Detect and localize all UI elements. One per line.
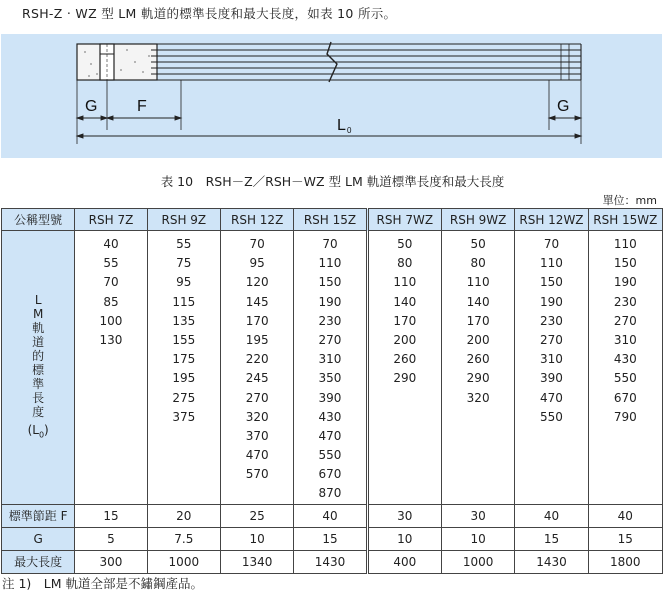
table-cell: 10	[367, 527, 441, 550]
length-value: 75	[176, 256, 192, 271]
table-cell: 1000	[147, 550, 220, 573]
length-value: 120	[245, 275, 269, 290]
length-column	[441, 231, 514, 505]
length-value: 55	[103, 256, 119, 271]
length-value: 170	[466, 313, 490, 328]
length-value: 270	[613, 313, 637, 328]
length-value: 145	[245, 294, 269, 309]
length-value: 70	[249, 237, 265, 251]
table-cell: 1800	[588, 550, 662, 573]
length-value: 80	[470, 256, 486, 271]
length-value: 170	[393, 313, 417, 328]
header-row	[2, 209, 663, 231]
length-value: 190	[613, 275, 637, 290]
length-value: 550	[613, 371, 637, 386]
model-header: RSH 12Z	[220, 209, 293, 231]
length-value: 115	[172, 294, 196, 309]
length-value: 430	[613, 352, 637, 367]
length-value: 110	[613, 237, 637, 251]
table-cell: 1340	[220, 550, 293, 573]
length-value: 95	[249, 256, 265, 271]
length-value: 70	[103, 275, 119, 290]
length-value: 150	[613, 256, 637, 271]
length-column	[294, 231, 367, 505]
length-value: 55	[176, 237, 192, 251]
length-value: 175	[172, 352, 196, 367]
length-value: 230	[540, 313, 563, 328]
length-value: 790	[613, 409, 637, 424]
length-value: 80	[397, 256, 413, 271]
unit-label: 單位：mm	[602, 194, 657, 207]
rail-long-lines	[151, 44, 581, 80]
length-value: 70	[543, 237, 560, 251]
intro-text: RSH-Z ‧ WZ 型 LM 軌道的標準長度和最大長度，如表 10 所示。	[22, 6, 397, 21]
row-label: G	[2, 527, 75, 550]
header-model-label: 公稱型號	[2, 209, 75, 231]
table-cell: 30	[441, 504, 514, 527]
length-value: 570	[245, 467, 269, 482]
table-cell: 30	[367, 504, 441, 527]
length-value: 670	[613, 390, 637, 405]
rail-drawing	[1, 34, 662, 158]
length-value: 110	[540, 256, 563, 271]
table-cell: 20	[147, 504, 220, 527]
table-cell: 15	[294, 527, 367, 550]
length-value: 470	[318, 428, 342, 443]
table-caption: 表 10 RSH－Z／RSH－WZ 型 LM 軌道標準長度和最大長度	[160, 174, 505, 189]
length-value: 260	[393, 352, 417, 367]
table-cell: 300	[75, 550, 147, 573]
model-header: RSH 7Z	[75, 209, 147, 231]
model-header: RSH 9Z	[147, 209, 220, 231]
length-value: 260	[466, 352, 490, 367]
length-value: 150	[318, 275, 342, 290]
table-cell: 15	[515, 527, 588, 550]
length-value: 290	[466, 371, 490, 386]
length-value: 200	[393, 332, 417, 347]
length-value: 85	[103, 294, 119, 309]
length-value: 200	[466, 332, 490, 347]
row-label: 最大長度	[2, 550, 75, 573]
rail-left-section	[77, 44, 157, 80]
length-value: 870	[318, 486, 342, 501]
length-value: 140	[466, 294, 490, 309]
length-value: 390	[540, 371, 563, 386]
model-header: RSH 9WZ	[441, 209, 514, 231]
model-header: RSH 15WZ	[588, 209, 662, 231]
table-cell: 40	[515, 504, 588, 527]
length-column	[367, 231, 441, 505]
model-header: RSH 7WZ	[367, 209, 441, 231]
length-value: 155	[172, 332, 196, 347]
lengths-label: L M 軌 道 的 標 準 長 度 $(L_0)$	[2, 231, 75, 505]
max-length-row	[2, 550, 663, 573]
g-row	[2, 527, 663, 550]
length-value: 550	[318, 448, 342, 463]
table-cell: 15	[75, 504, 147, 527]
length-value: 310	[318, 352, 342, 367]
length-value: 290	[393, 371, 417, 386]
length-value: 50	[397, 237, 413, 251]
dim-l: L	[337, 117, 346, 134]
length-column	[220, 231, 293, 505]
table-cell: 1430	[294, 550, 367, 573]
length-value: 320	[466, 390, 490, 405]
dim-l-subscript: 0	[347, 126, 352, 135]
table-cell: 40	[294, 504, 367, 527]
length-value: 95	[176, 275, 192, 290]
length-column	[75, 231, 147, 505]
spec-table	[1, 208, 663, 574]
length-value: 370	[245, 428, 269, 443]
length-value: 270	[318, 332, 342, 347]
length-value: 50	[470, 237, 486, 251]
table-cell: 10	[441, 527, 514, 550]
length-value: 550	[540, 409, 563, 424]
dim-f: F	[137, 98, 147, 115]
table-cell: 7.5	[147, 527, 220, 550]
table-cell: 10	[220, 527, 293, 550]
footnote: 注 1) LM 軌道全部是不鏽鋼產品。	[2, 576, 204, 591]
length-value: 140	[393, 294, 417, 309]
dim-g-left: G	[85, 98, 98, 115]
length-value: 70	[322, 237, 338, 251]
table-cell: 25	[220, 504, 293, 527]
length-value: 110	[393, 275, 417, 290]
extension-lines	[77, 80, 581, 144]
length-column	[588, 231, 662, 505]
length-value: 135	[172, 313, 196, 328]
table-cell: 15	[588, 527, 662, 550]
length-value: 170	[245, 313, 269, 328]
length-value: 275	[172, 390, 196, 405]
length-value: 110	[466, 275, 490, 290]
length-value: 270	[540, 332, 563, 347]
length-value: 375	[172, 409, 196, 424]
length-value: 195	[172, 371, 196, 386]
table-cell: 40	[588, 504, 662, 527]
length-value: 470	[540, 390, 563, 405]
length-value: 270	[245, 390, 269, 405]
length-value: 230	[613, 294, 637, 309]
length-value: 310	[613, 332, 637, 347]
model-header: RSH 12WZ	[515, 209, 588, 231]
rail-diagram	[1, 34, 662, 158]
dimension-lines	[77, 116, 581, 138]
row-label: 標準節距 F	[2, 504, 75, 527]
length-column	[147, 231, 220, 505]
length-value: 195	[245, 332, 269, 347]
dim-g-right: G	[557, 98, 570, 115]
length-value: 350	[318, 371, 342, 386]
length-value: 245	[245, 371, 269, 386]
length-value: 110	[318, 256, 342, 271]
lengths-row	[2, 231, 663, 505]
length-value: 470	[245, 448, 269, 463]
length-value: 220	[245, 352, 269, 367]
length-value: 100	[99, 313, 123, 328]
length-value: 310	[540, 352, 563, 367]
length-value: 320	[245, 409, 269, 424]
length-value: 130	[99, 332, 123, 347]
table-cell: 1430	[515, 550, 588, 573]
table-cell: 5	[75, 527, 147, 550]
length-value: 150	[540, 275, 563, 290]
length-value: 230	[318, 313, 342, 328]
pitch-row	[2, 504, 663, 527]
length-value: 430	[318, 409, 342, 424]
length-column	[515, 231, 588, 505]
model-header: RSH 15Z	[294, 209, 367, 231]
length-value: 670	[318, 467, 342, 482]
length-value: 40	[103, 237, 119, 251]
table-cell: 1000	[441, 550, 514, 573]
length-value: 190	[318, 294, 342, 309]
table-cell: 400	[367, 550, 441, 573]
length-value: 190	[540, 294, 563, 309]
length-value: 390	[318, 390, 342, 405]
